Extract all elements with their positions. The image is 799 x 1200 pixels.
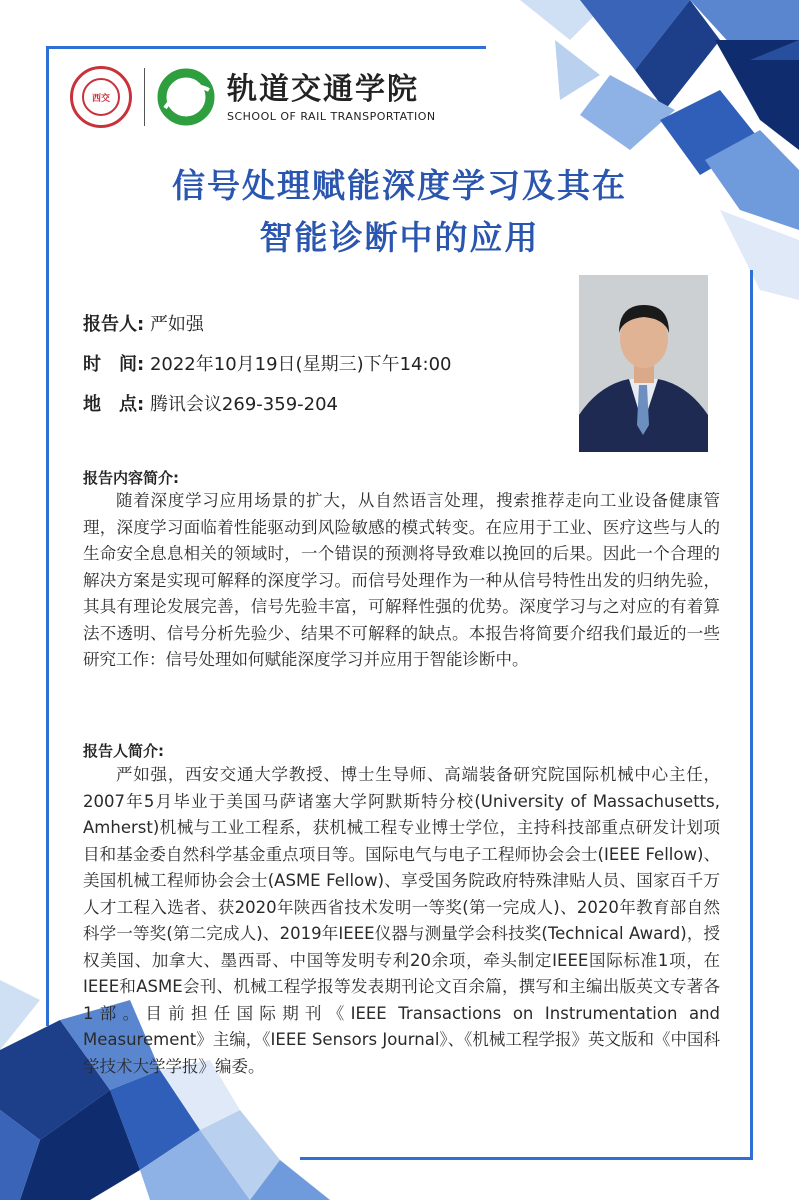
abstract-heading: 报告内容简介:	[83, 469, 179, 487]
frame-right-line	[750, 270, 753, 1160]
seal-text: 西交	[82, 78, 120, 116]
frame-top-line	[46, 46, 486, 49]
bio-heading: 报告人简介:	[83, 742, 164, 760]
school-logo-icon	[157, 68, 215, 126]
time-row	[83, 350, 451, 376]
logo-divider	[144, 68, 145, 126]
header	[70, 62, 436, 132]
frame-bottom-line	[300, 1157, 753, 1160]
bio-text: 严如强，西安交通大学教授、博士生导师、高端装备研究院国际机械中心主任，2007年5月毕业于美国马萨诸塞大学阿默斯特分校(University of Massachusetts, Amherst)机械与工业工程系，获机械工程专业博士学位，主持科技部重点研发计划项目和基金委自然科学基金重点项目等。国际电气与电子工程师协会会士(IEEE Fellow)、美国机械工程师协会会士(ASME Fellow)、享受国务院政府特殊津贴人员、国家百千万人才工程入选者、获2020年陕西省技术发明一等奖(第一完成人)、2020年教育部自然科学一等奖(第二完成人)、2019年IEEE仪器与测量学会科技奖(Technical Award)，授权美国、加拿大、墨西哥、中国等发明专利20余项，牵头制定IEEE国际标准1项，在IEEE和ASME会刊、机械工程学报等发表期刊论文百余篇，撰写和主编出版英文专著各1部。目前担任国际期刊《IEEE Transactions on Instrumentation and Measurement》主编，《IEEE Sensors Journal》、《机械工程学报》英文版和《中国科学技术大学学报》编委。	[83, 765, 720, 1076]
speaker-label: 报告人:	[83, 314, 145, 335]
abstract-text: 随着深度学习应用场景的扩大，从自然语言处理，搜索推荐走向工业设备健康管理，深度学习面临着性能驱动到风险敏感的模式转变。在应用于工业、医疗这些与人的生命安全息息相关的领域时，一个错误的预测将导致难以挽回的后果。因此一个合理的解决方案是实现可解释的深度学习。而信号处理作为一种从信号特性出发的归纳先验，其具有理论发展完善，信号先验丰富，可解释性强的优势。深度学习与之对应的有着算法不透明、信号分析先验少、结果不可解释的缺点。本报告将简要介绍我们最近的一些研究工作：信号处理如何赋能深度学习并应用于智能诊断中。	[83, 491, 720, 669]
school-name	[227, 72, 436, 123]
speaker-value: 严如强	[149, 314, 204, 335]
time-label: 时 间:	[83, 354, 145, 375]
speaker-row	[83, 310, 204, 336]
place-row	[83, 390, 338, 416]
time-value: 2022年10月19日(星期三)下午14:00	[149, 354, 452, 375]
place-label: 地 点:	[83, 394, 145, 415]
talk-title-line1: 信号处理赋能深度学习及其在	[172, 166, 627, 205]
speaker-photo	[579, 275, 708, 452]
talk-title-line2: 智能诊断中的应用	[259, 218, 540, 257]
school-name-cn: 轨道交通学院	[227, 71, 419, 107]
place-value: 腾讯会议269-359-204	[149, 394, 338, 415]
school-name-en: SCHOOL OF RAIL TRANSPORTATION	[227, 109, 436, 123]
university-seal-icon	[70, 66, 132, 128]
